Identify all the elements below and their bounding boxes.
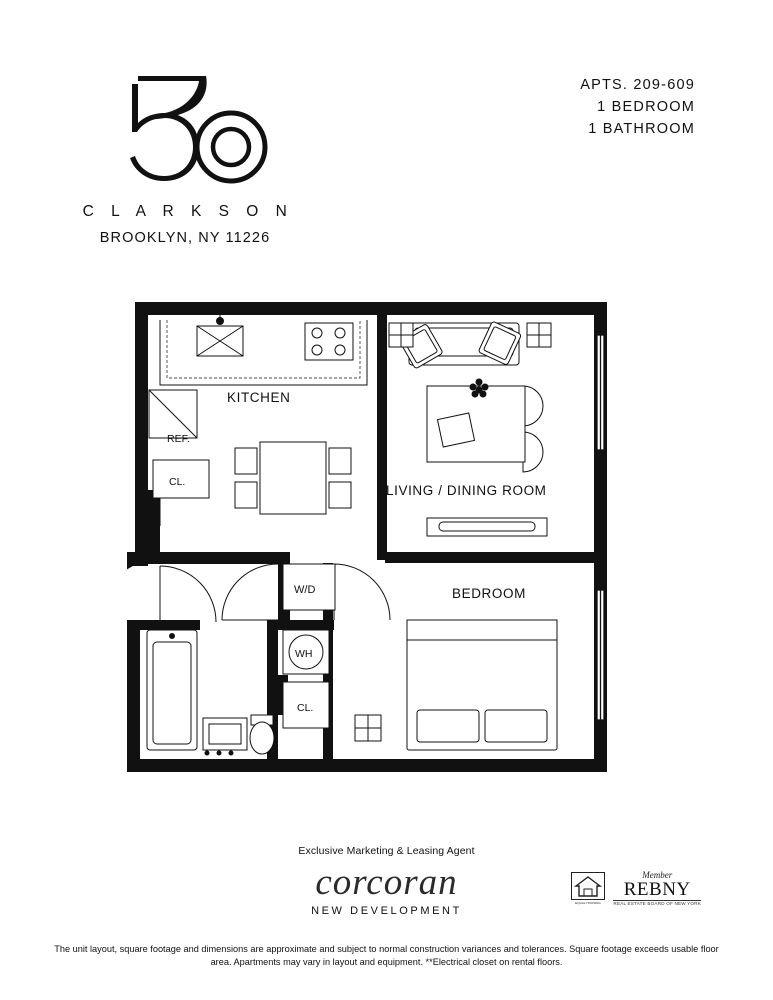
rebny-tagline: REAL ESTATE BOARD OF NEW YORK: [613, 901, 701, 907]
svg-text:EQUAL HOUSING: EQUAL HOUSING: [575, 901, 602, 906]
apt-bathrooms: 1 BATHROOM: [588, 121, 695, 137]
disclaimer-line-1: The unit layout, square footage and dimensions are approximate and subject to normal construction variances and tolerances. Square footage exceeds usable floor: [54, 944, 719, 954]
fixture-label-closet-kitchen: CL.: [168, 476, 185, 488]
apt-bedrooms: 1 BEDROOM: [597, 99, 695, 115]
living-room-furniture: [389, 321, 551, 536]
corcoran-logo: corcoran: [315, 862, 458, 903]
equal-housing-opportunity-icon: [571, 872, 605, 906]
agent-label: Exclusive Marketing & Leasing Agent: [298, 845, 475, 857]
page-header: [0, 0, 773, 270]
room-label-kitchen: KITCHEN: [226, 390, 290, 405]
room-label-living-dining: LIVING / DINING ROOM: [385, 483, 547, 498]
fixture-label-refrigerator: REF.: [166, 433, 190, 445]
fixture-label-washer-dryer: W/D: [293, 584, 315, 596]
brand-address: BROOKLYN, NY 11226: [99, 230, 271, 246]
dining-set: [235, 442, 351, 514]
fixture-label-closet-hall: CL.: [296, 702, 313, 714]
rebny-block: [571, 871, 701, 907]
brand-wordmark: C L A R K S O N: [82, 203, 294, 220]
apt-numbers: APTS. 209-609: [580, 77, 695, 93]
bathroom-fixtures: [147, 630, 274, 755]
floorplan-drawing: [127, 290, 647, 800]
brand-logo-block: [60, 62, 310, 246]
rebny-text: [613, 871, 701, 907]
apartment-info: [580, 74, 695, 140]
rebny-name: REBNY: [623, 879, 691, 901]
fixture-label-water-heater: WH: [294, 648, 312, 660]
fifty-logo-icon: [98, 62, 273, 197]
disclaimer-line-2: area. Apartments may vary in layout and equipment. **Electrical closet on rental floors.: [210, 957, 563, 967]
disclaimer-text: [0, 943, 773, 969]
floorplan-container: [0, 290, 773, 810]
room-label-bedroom: BEDROOM: [451, 586, 526, 601]
bedroom-furniture: [355, 620, 557, 750]
agent-division: NEW DEVELOPMENT: [311, 905, 462, 917]
rebny-member-label: Member: [642, 870, 673, 880]
